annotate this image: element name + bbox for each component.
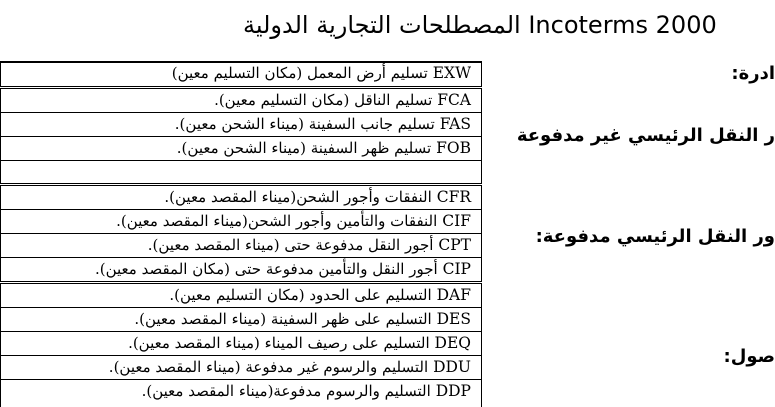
term-description: التسليم على ظهر السفينة (ميناء المقصد معين). [134,310,432,328]
term-row [1,334,481,352]
term-description: النفقات وأجور الشحن(ميناء المقصد معين). [164,188,432,206]
row-divider [1,331,481,332]
term-group-main-carriage-paid [0,185,482,282]
term-code: CPT [433,236,471,254]
row-divider [1,136,481,137]
term-code: CIF [437,212,471,230]
term-code: DAF [431,286,471,304]
term-row [1,310,481,328]
row-divider [1,379,481,380]
term-row [1,64,481,82]
term-row [1,91,481,109]
term-code: DES [431,310,471,328]
term-row [1,286,481,304]
group-label-arrival: صول: [723,346,775,367]
group-label-departure: ادرة: [731,63,775,84]
term-code: FCA [432,91,471,109]
term-code: DEQ [429,334,471,352]
term-description: أجور النقل والتأمين مدفوعة حتى (مكان المقصد معين). [94,260,438,278]
term-description: التسليم على رصيف الميناء (ميناء المقصد معين). [128,334,430,352]
term-code: EXW [427,64,471,82]
term-description: أجور النقل مدفوعة حتى (ميناء المقصد معين). [147,236,434,254]
term-description: التسليم والرسوم غير مدفوعة (ميناء المقصد معين). [108,358,429,376]
term-description: تسليم جانب السفينة (ميناء الشحن معين). [174,115,435,133]
row-divider [1,355,481,356]
term-description: التسليم والرسوم مدفوعة(ميناء المقصد معين). [141,382,431,400]
row-divider [1,307,481,308]
term-description: تسليم ظهر السفينة (ميناء الشحن معين). [176,139,432,157]
row-divider [1,209,481,210]
term-description: تسليم الناقل (مكان التسليم معين). [214,91,433,109]
term-code: DDP [430,382,471,400]
term-description: التسليم على الحدود (مكان التسليم معين). [169,286,432,304]
term-code: FAS [434,115,471,133]
term-description: النفقات والتأمين وأجور الشحن(ميناء المقصد معين). [116,212,438,230]
term-row [1,115,481,133]
term-group-arrival [0,283,482,407]
page-title: المصطلحات التجارية الدولية Incoterms 2000 [243,11,717,39]
term-code: DDU [428,358,471,376]
row-divider [1,257,481,258]
term-row [1,188,481,206]
row-divider [1,112,481,113]
term-group-departure [0,62,482,87]
term-row [1,236,481,254]
term-group-main-carriage-unpaid [0,88,482,184]
row-divider [1,233,481,234]
group-label-main-carriage-paid: ور النقل الرئيسي مدفوعة: [535,226,775,247]
term-code: CIP [437,260,471,278]
term-row [1,260,481,278]
group-label-main-carriage-unpaid: ر النقل الرئيسي غير مدفوعة [516,125,775,146]
term-row [1,212,481,230]
term-code: FOB [431,139,471,157]
row-divider [1,160,481,161]
term-row [1,382,481,400]
term-row [1,358,481,376]
term-description: تسليم أرض المعمل (مكان التسليم معين) [171,64,428,82]
term-code: CFR [431,188,471,206]
term-row [1,139,481,157]
